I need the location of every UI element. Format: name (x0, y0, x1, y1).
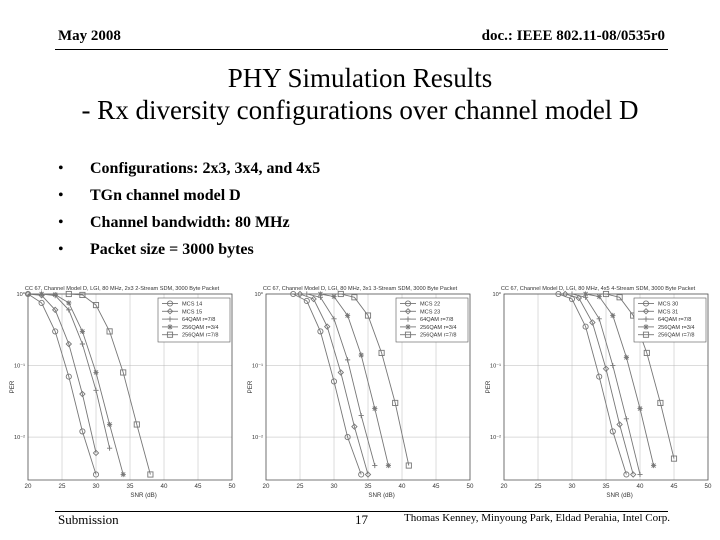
y-tick-label: 10⁻² (13, 435, 25, 442)
bullet-dot: • (58, 214, 64, 231)
series-marker (610, 313, 615, 318)
x-tick-label: 40 (398, 483, 406, 490)
x-tick-label: 30 (330, 483, 338, 490)
series-marker (345, 313, 350, 318)
bullet-dot: • (58, 241, 64, 258)
legend-entry: MCS 22 (420, 301, 441, 308)
header-divider (55, 49, 668, 50)
chart-title: CC 67, Channel Model D, LGI, 80 MHz, 3x1 3-Stream SDM, 3000 Byte Packet (262, 286, 458, 292)
y-tick-label: 10⁰ (16, 292, 25, 298)
series-marker (386, 463, 391, 468)
x-tick-label: 30 (568, 483, 576, 490)
x-tick-label: 40 (636, 483, 644, 490)
series-marker (372, 406, 377, 411)
bullet-dot: • (58, 160, 64, 177)
series-marker (331, 294, 336, 299)
legend-swatch-marker (167, 324, 172, 329)
series-marker (583, 291, 588, 296)
y-tick-label: 10⁻¹ (13, 363, 25, 370)
legend-entry: MCS 30 (658, 301, 679, 308)
slide-title-line-1: PHY Simulation Results (227, 63, 493, 93)
series-marker (624, 355, 629, 360)
x-tick-label: 50 (466, 483, 474, 490)
bullet-list (58, 160, 320, 268)
x-tick-label: 45 (670, 483, 678, 490)
legend-entry: 256QAM r=3/4 (420, 324, 457, 331)
y-tick-label: 10⁻¹ (251, 363, 263, 370)
legend-entry: 256QAM r=7/8 (182, 332, 219, 339)
header-date: May 2008 (58, 28, 121, 44)
y-axis-label: PER (485, 380, 492, 394)
x-tick-label: 45 (194, 483, 202, 490)
chart-title: CC 67, Channel Model D, LGI, 80 MHz, 4x5 4-Stream SDM, 3000 Byte Packet (500, 286, 696, 292)
series-marker (80, 329, 85, 334)
x-axis-label: SNR (dB) (606, 492, 633, 499)
series-marker (651, 463, 656, 468)
x-tick-label: 40 (160, 483, 168, 490)
bullet-item (58, 241, 320, 268)
series-marker (359, 352, 364, 357)
legend-entry: 256QAM r=3/4 (182, 324, 219, 331)
legend-entry: 256QAM r=7/8 (420, 332, 457, 339)
x-tick-label: 20 (500, 483, 508, 490)
y-tick-label: 10⁻² (251, 435, 263, 442)
x-tick-label: 35 (364, 483, 372, 490)
series-marker (53, 292, 58, 297)
y-tick-label: 10⁰ (492, 292, 501, 298)
legend-entry: MCS 14 (182, 301, 203, 308)
series-marker (121, 472, 126, 477)
bullet-text: Configurations: 2x3, 3x4, and 4x5 (90, 160, 321, 177)
series-marker (637, 406, 642, 411)
x-tick-label: 20 (262, 483, 270, 490)
per-chart-4x5 (482, 282, 714, 506)
chart-title: CC 67, Channel Model D, LGI, 80 MHz, 2x3 2-Stream SDM, 3000 Byte Packet (24, 286, 220, 292)
x-tick-label: 20 (24, 483, 32, 490)
legend-entry: MCS 31 (658, 309, 679, 316)
x-tick-label: 25 (534, 483, 542, 490)
x-tick-label: 35 (126, 483, 134, 490)
bullet-item (58, 187, 320, 214)
x-tick-label: 50 (704, 483, 712, 490)
footer-submission: Submission (58, 512, 119, 527)
per-chart-3x4-svg (244, 282, 476, 506)
x-tick-label: 25 (58, 483, 66, 490)
y-tick-label: 10⁻¹ (489, 363, 501, 370)
slide-title-line-2: - Rx diversity configurations over channel model D (81, 95, 639, 125)
slide-title (0, 62, 720, 126)
bullet-item (58, 214, 320, 241)
x-tick-label: 30 (92, 483, 100, 490)
footer-authors: Thomas Kenney, Minyoung Park, Eldad Perahia, Intel Corp. (404, 512, 670, 524)
per-chart-4x5-svg (482, 282, 714, 506)
x-axis-label: SNR (dB) (368, 492, 395, 499)
series-marker (597, 294, 602, 299)
legend-entry: MCS 23 (420, 309, 441, 316)
y-axis-label: PER (247, 380, 254, 394)
bullet-text: Channel bandwidth: 80 MHz (90, 214, 290, 231)
bullet-text: Packet size = 3000 bytes (90, 241, 254, 258)
series-marker (39, 291, 44, 296)
header-doc-id: doc.: IEEE 802.11-08/0535r0 (481, 28, 665, 44)
legend-entry: 64QAM r=7/8 (182, 317, 216, 324)
series-marker (93, 370, 98, 375)
series-marker (318, 291, 323, 296)
per-chart-2x3 (6, 282, 238, 506)
legend-swatch-marker (643, 324, 648, 329)
series-marker (66, 300, 71, 305)
y-tick-label: 10⁻² (489, 435, 501, 442)
legend-entry: 64QAM r=7/8 (658, 317, 692, 324)
x-tick-label: 25 (296, 483, 304, 490)
y-tick-label: 10⁰ (254, 292, 263, 298)
bullet-text: TGn channel model D (90, 187, 241, 204)
legend-entry: MCS 15 (182, 309, 203, 316)
x-tick-label: 35 (602, 483, 610, 490)
x-tick-label: 45 (432, 483, 440, 490)
footer-page-number: 17 (355, 512, 368, 527)
bullet-dot: • (58, 187, 64, 204)
per-chart-3x4 (244, 282, 476, 506)
per-chart-2x3-svg (6, 282, 238, 506)
series-marker (107, 422, 112, 427)
legend-entry: 256QAM r=7/8 (658, 332, 695, 339)
legend-entry: 64QAM r=7/8 (420, 317, 454, 324)
legend-swatch-marker (405, 324, 410, 329)
bullet-item (58, 160, 320, 187)
y-axis-label: PER (9, 380, 16, 394)
x-axis-label: SNR (dB) (130, 492, 157, 499)
x-tick-label: 50 (228, 483, 236, 490)
legend-entry: 256QAM r=3/4 (658, 324, 695, 331)
